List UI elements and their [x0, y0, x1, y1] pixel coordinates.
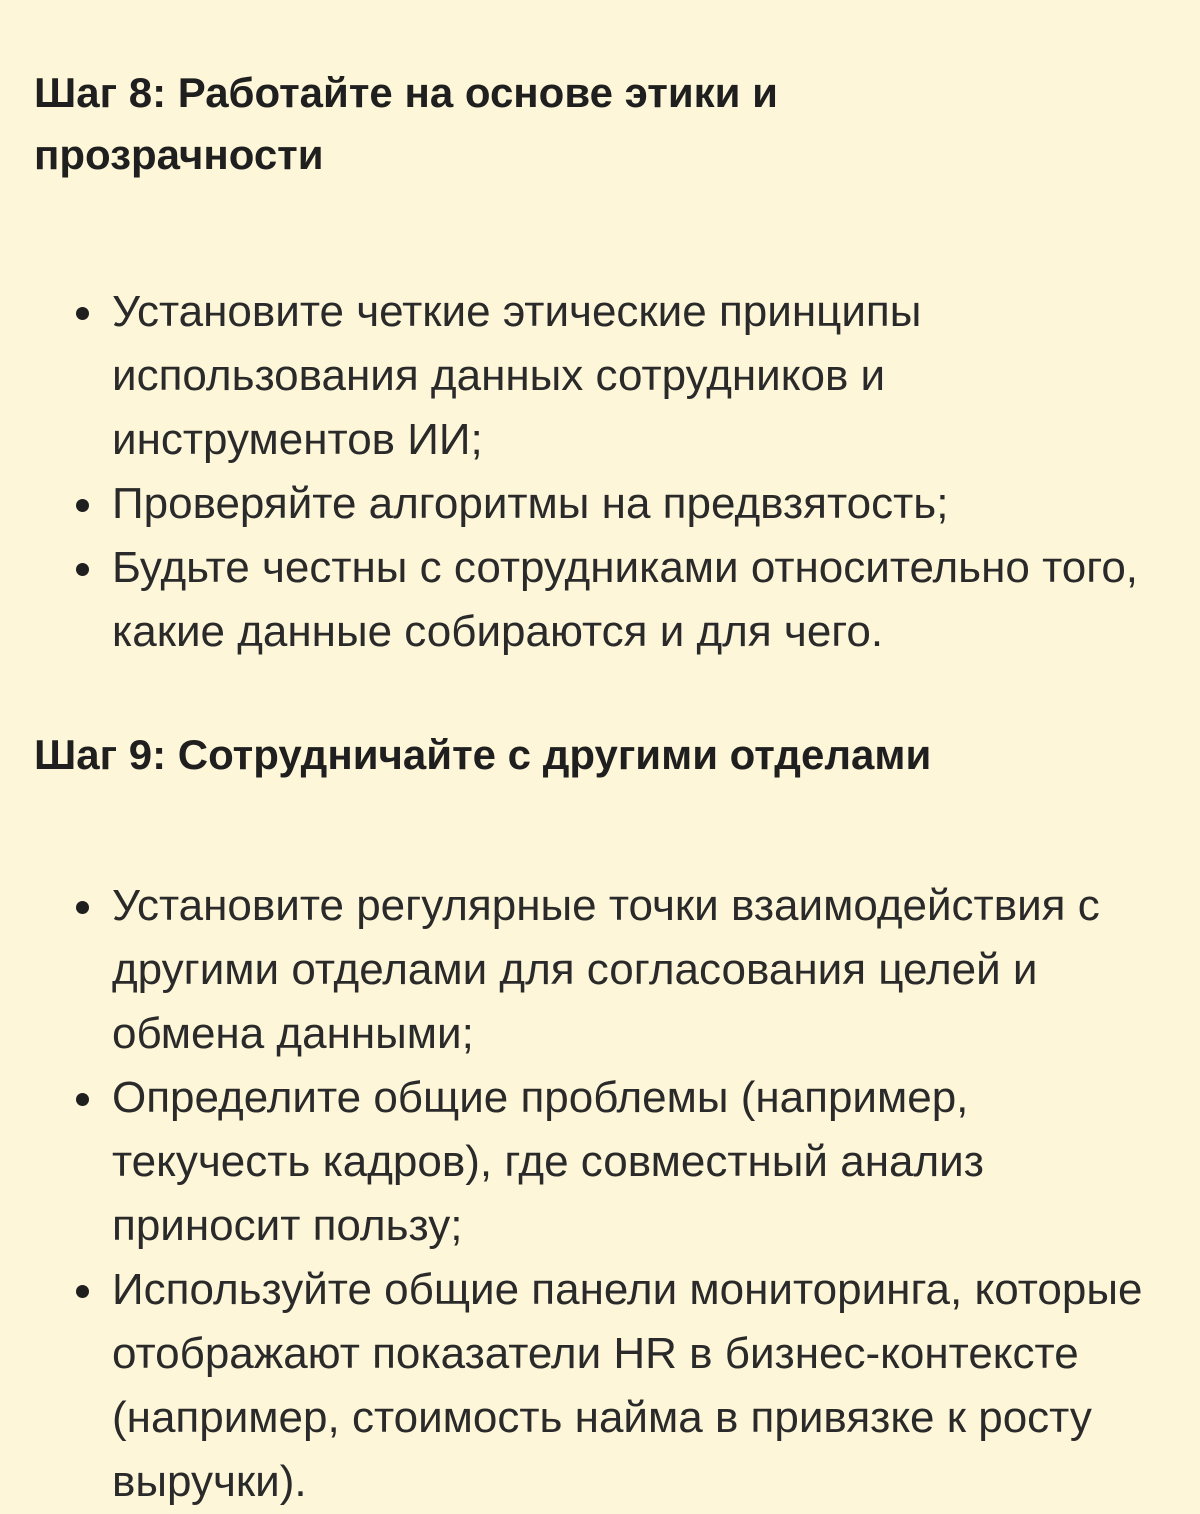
step-9-heading: Шаг 9: Сотрудничайте с другими отделами — [34, 731, 932, 778]
list-item — [34, 1258, 1160, 1514]
list-item — [34, 472, 1160, 536]
list-item-text: Проверяйте алгоритмы на предвзятость; — [112, 479, 949, 528]
list-item-text: Установите четкие этические принципы использования данных сотрудников и инструментов ИИ; — [112, 287, 922, 464]
list-item-text: Определите общие проблемы (например, текучесть кадров), где совместный анализ приносит пользу; — [112, 1073, 984, 1250]
bullet-icon — [76, 1093, 89, 1106]
list-item — [34, 536, 1160, 664]
step-9-list — [34, 874, 1160, 1514]
bullet-icon — [76, 307, 89, 320]
step-8-list — [34, 280, 1160, 664]
list-item-text: Будьте честны с сотрудниками относительно того, какие данные собираются и для чего. — [112, 543, 1139, 656]
step-8-heading: Шаг 8: Работайте на основе этики и прозрачности — [34, 69, 778, 178]
bullet-icon — [76, 499, 89, 512]
bullet-icon — [76, 901, 89, 914]
list-item — [34, 874, 1160, 1066]
list-item-text: Используйте общие панели мониторинга, которые отображают показатели HR в бизнес-контексте (например, стоимость найма в привязке к росту выручки). — [112, 1265, 1143, 1506]
bullet-icon — [76, 563, 89, 576]
list-item-text: Установите регулярные точки взаимодействия с другими отделами для согласования целей и обмена данными; — [112, 881, 1100, 1058]
list-item — [34, 280, 1160, 472]
list-item — [34, 1066, 1160, 1258]
bullet-icon — [76, 1285, 89, 1298]
